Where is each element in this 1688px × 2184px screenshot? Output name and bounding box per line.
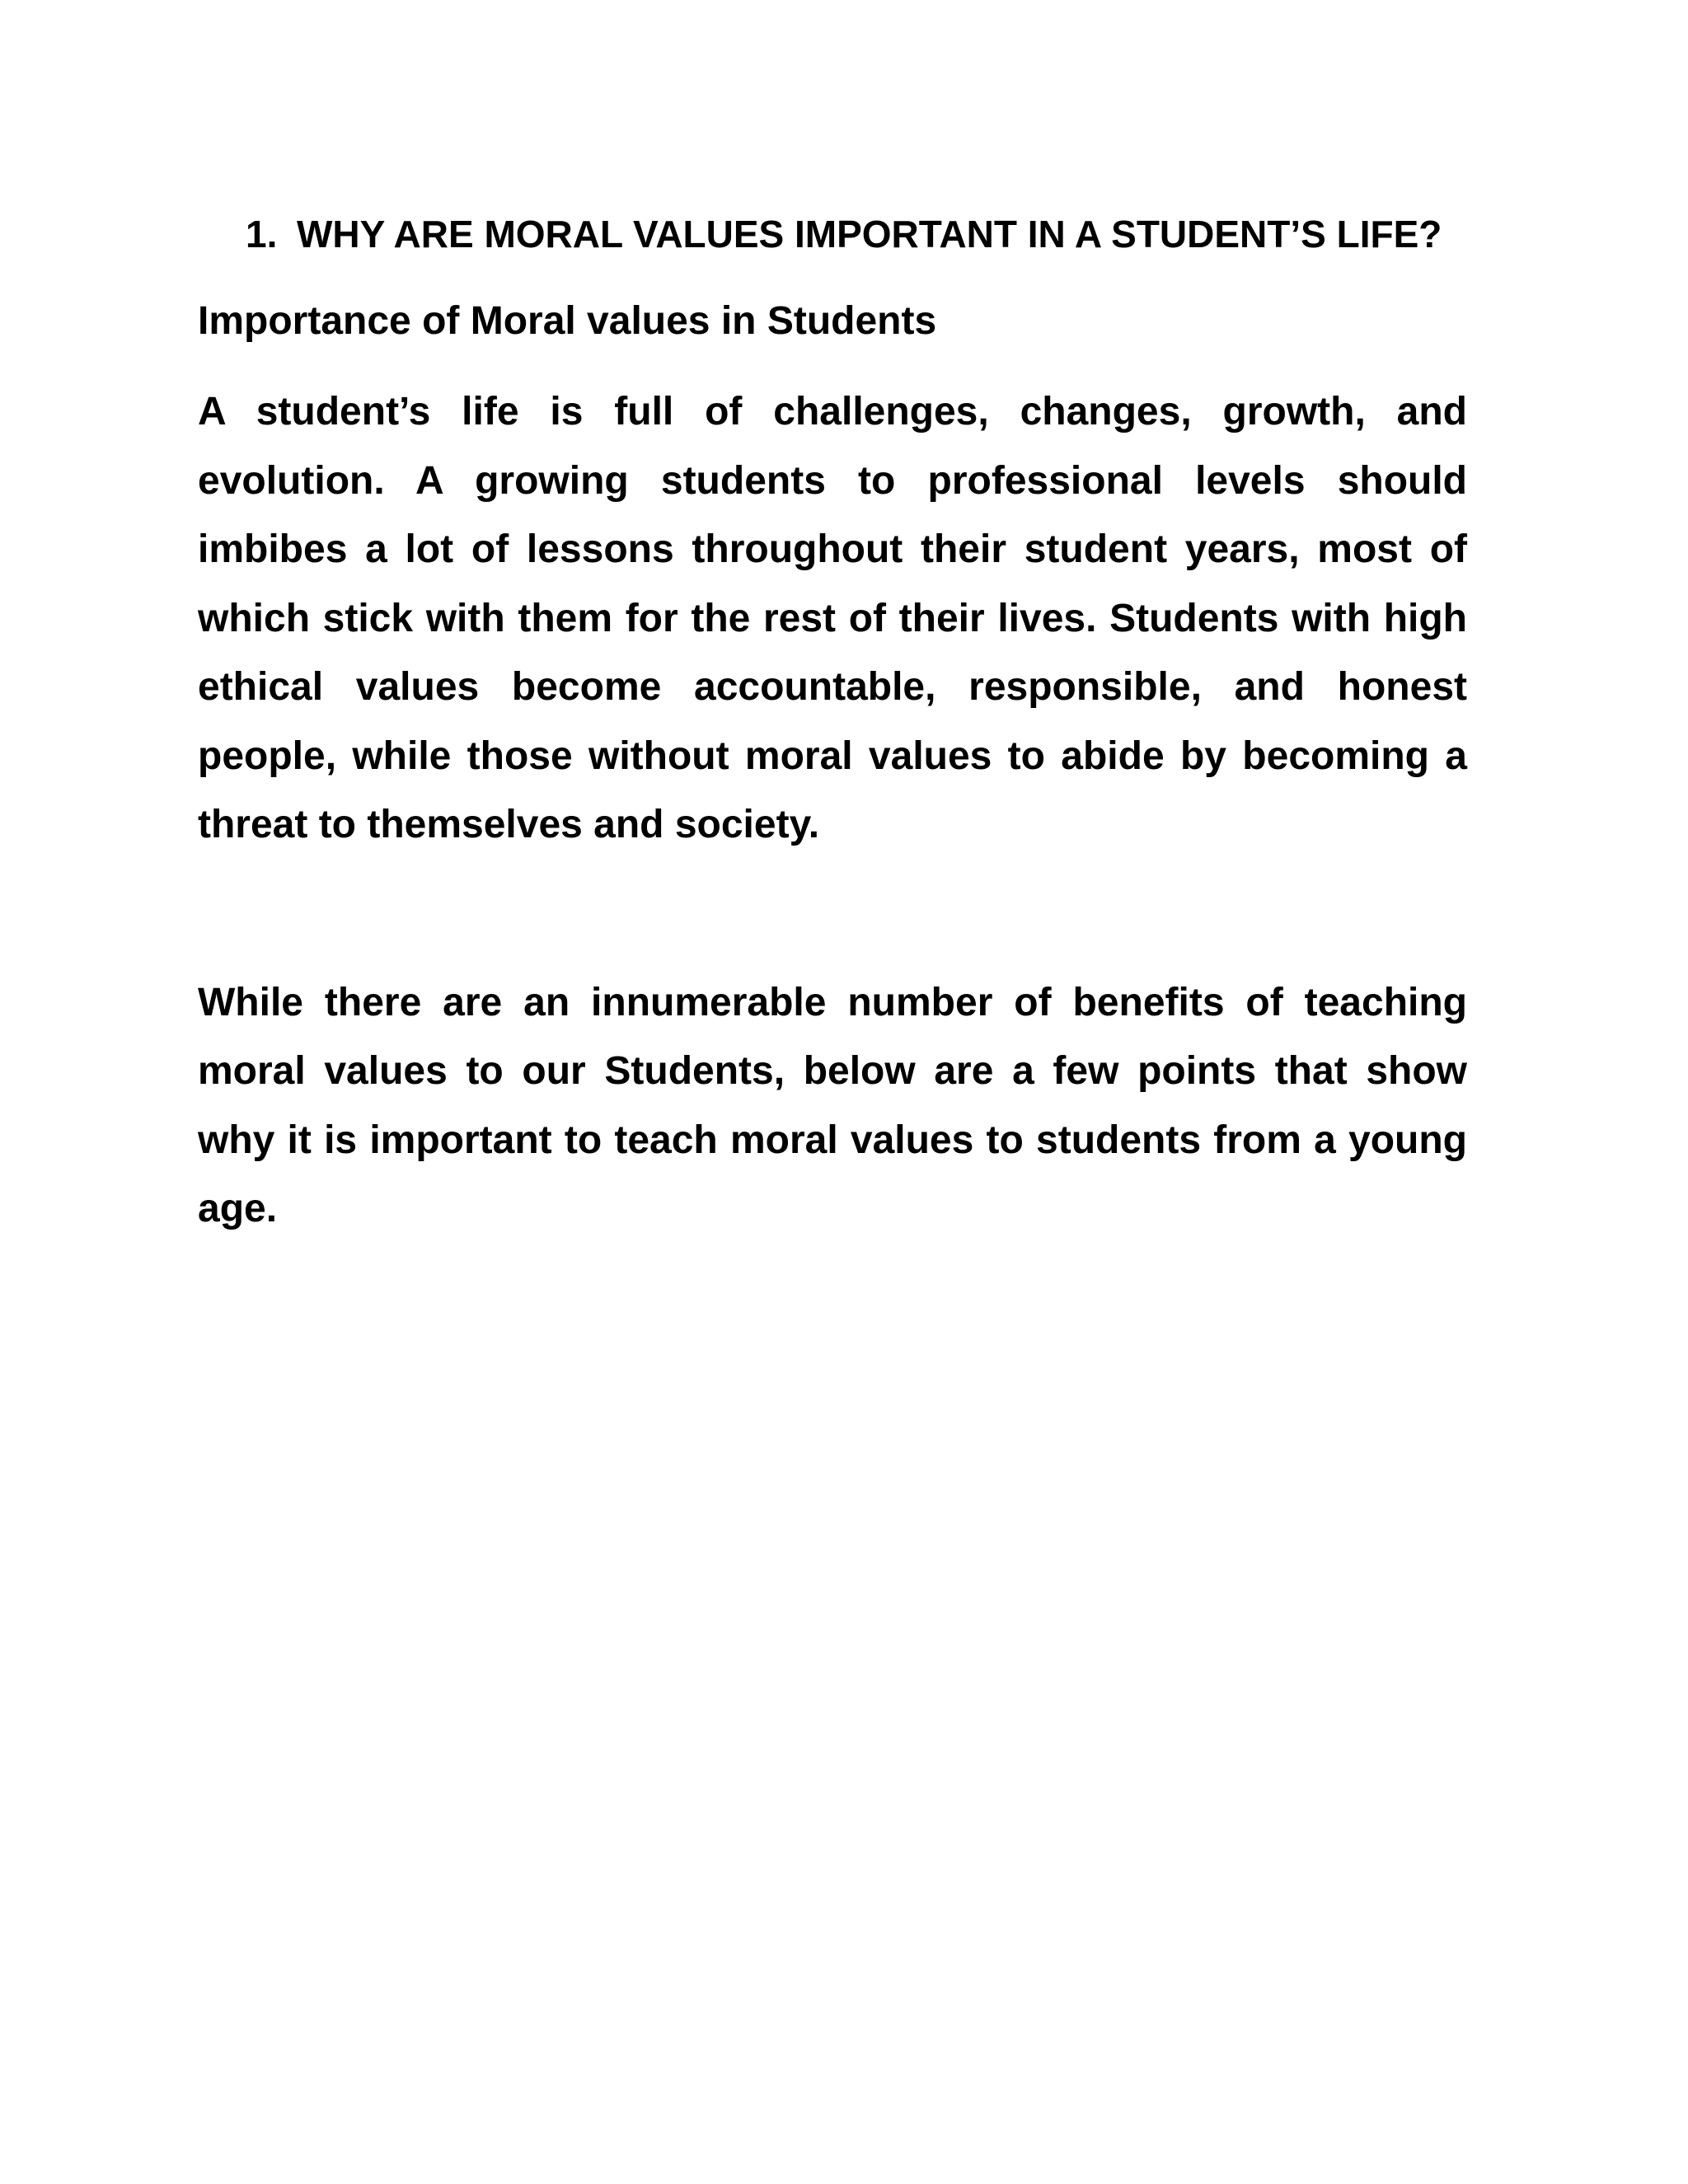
section-subheading: Importance of Moral values in Students — [198, 299, 937, 343]
heading-title: WHY ARE MORAL VALUES IMPORTANT IN A STUDENT’S LIFE? — [297, 213, 1442, 255]
body-paragraph-2: While there are an innumerable number of benefits of teaching moral values to our Students, below are a few points that show why it is important to teach moral values to students from a young age. — [198, 980, 1467, 1230]
heading-number: 1. — [246, 213, 278, 255]
numbered-heading — [246, 199, 1467, 269]
document-content — [198, 199, 1467, 1244]
body-paragraph-1: A student’s life is full of challenges, changes, growth, and evolution. A growing students to professional levels should imbibes a lot of lessons throughout their student years, most of which stick with them for the rest of their lives. Students with high ethical values become accountable, responsible, and honest people, while those without moral values to abide by becoming a threat to themselves and society. — [198, 390, 1467, 846]
